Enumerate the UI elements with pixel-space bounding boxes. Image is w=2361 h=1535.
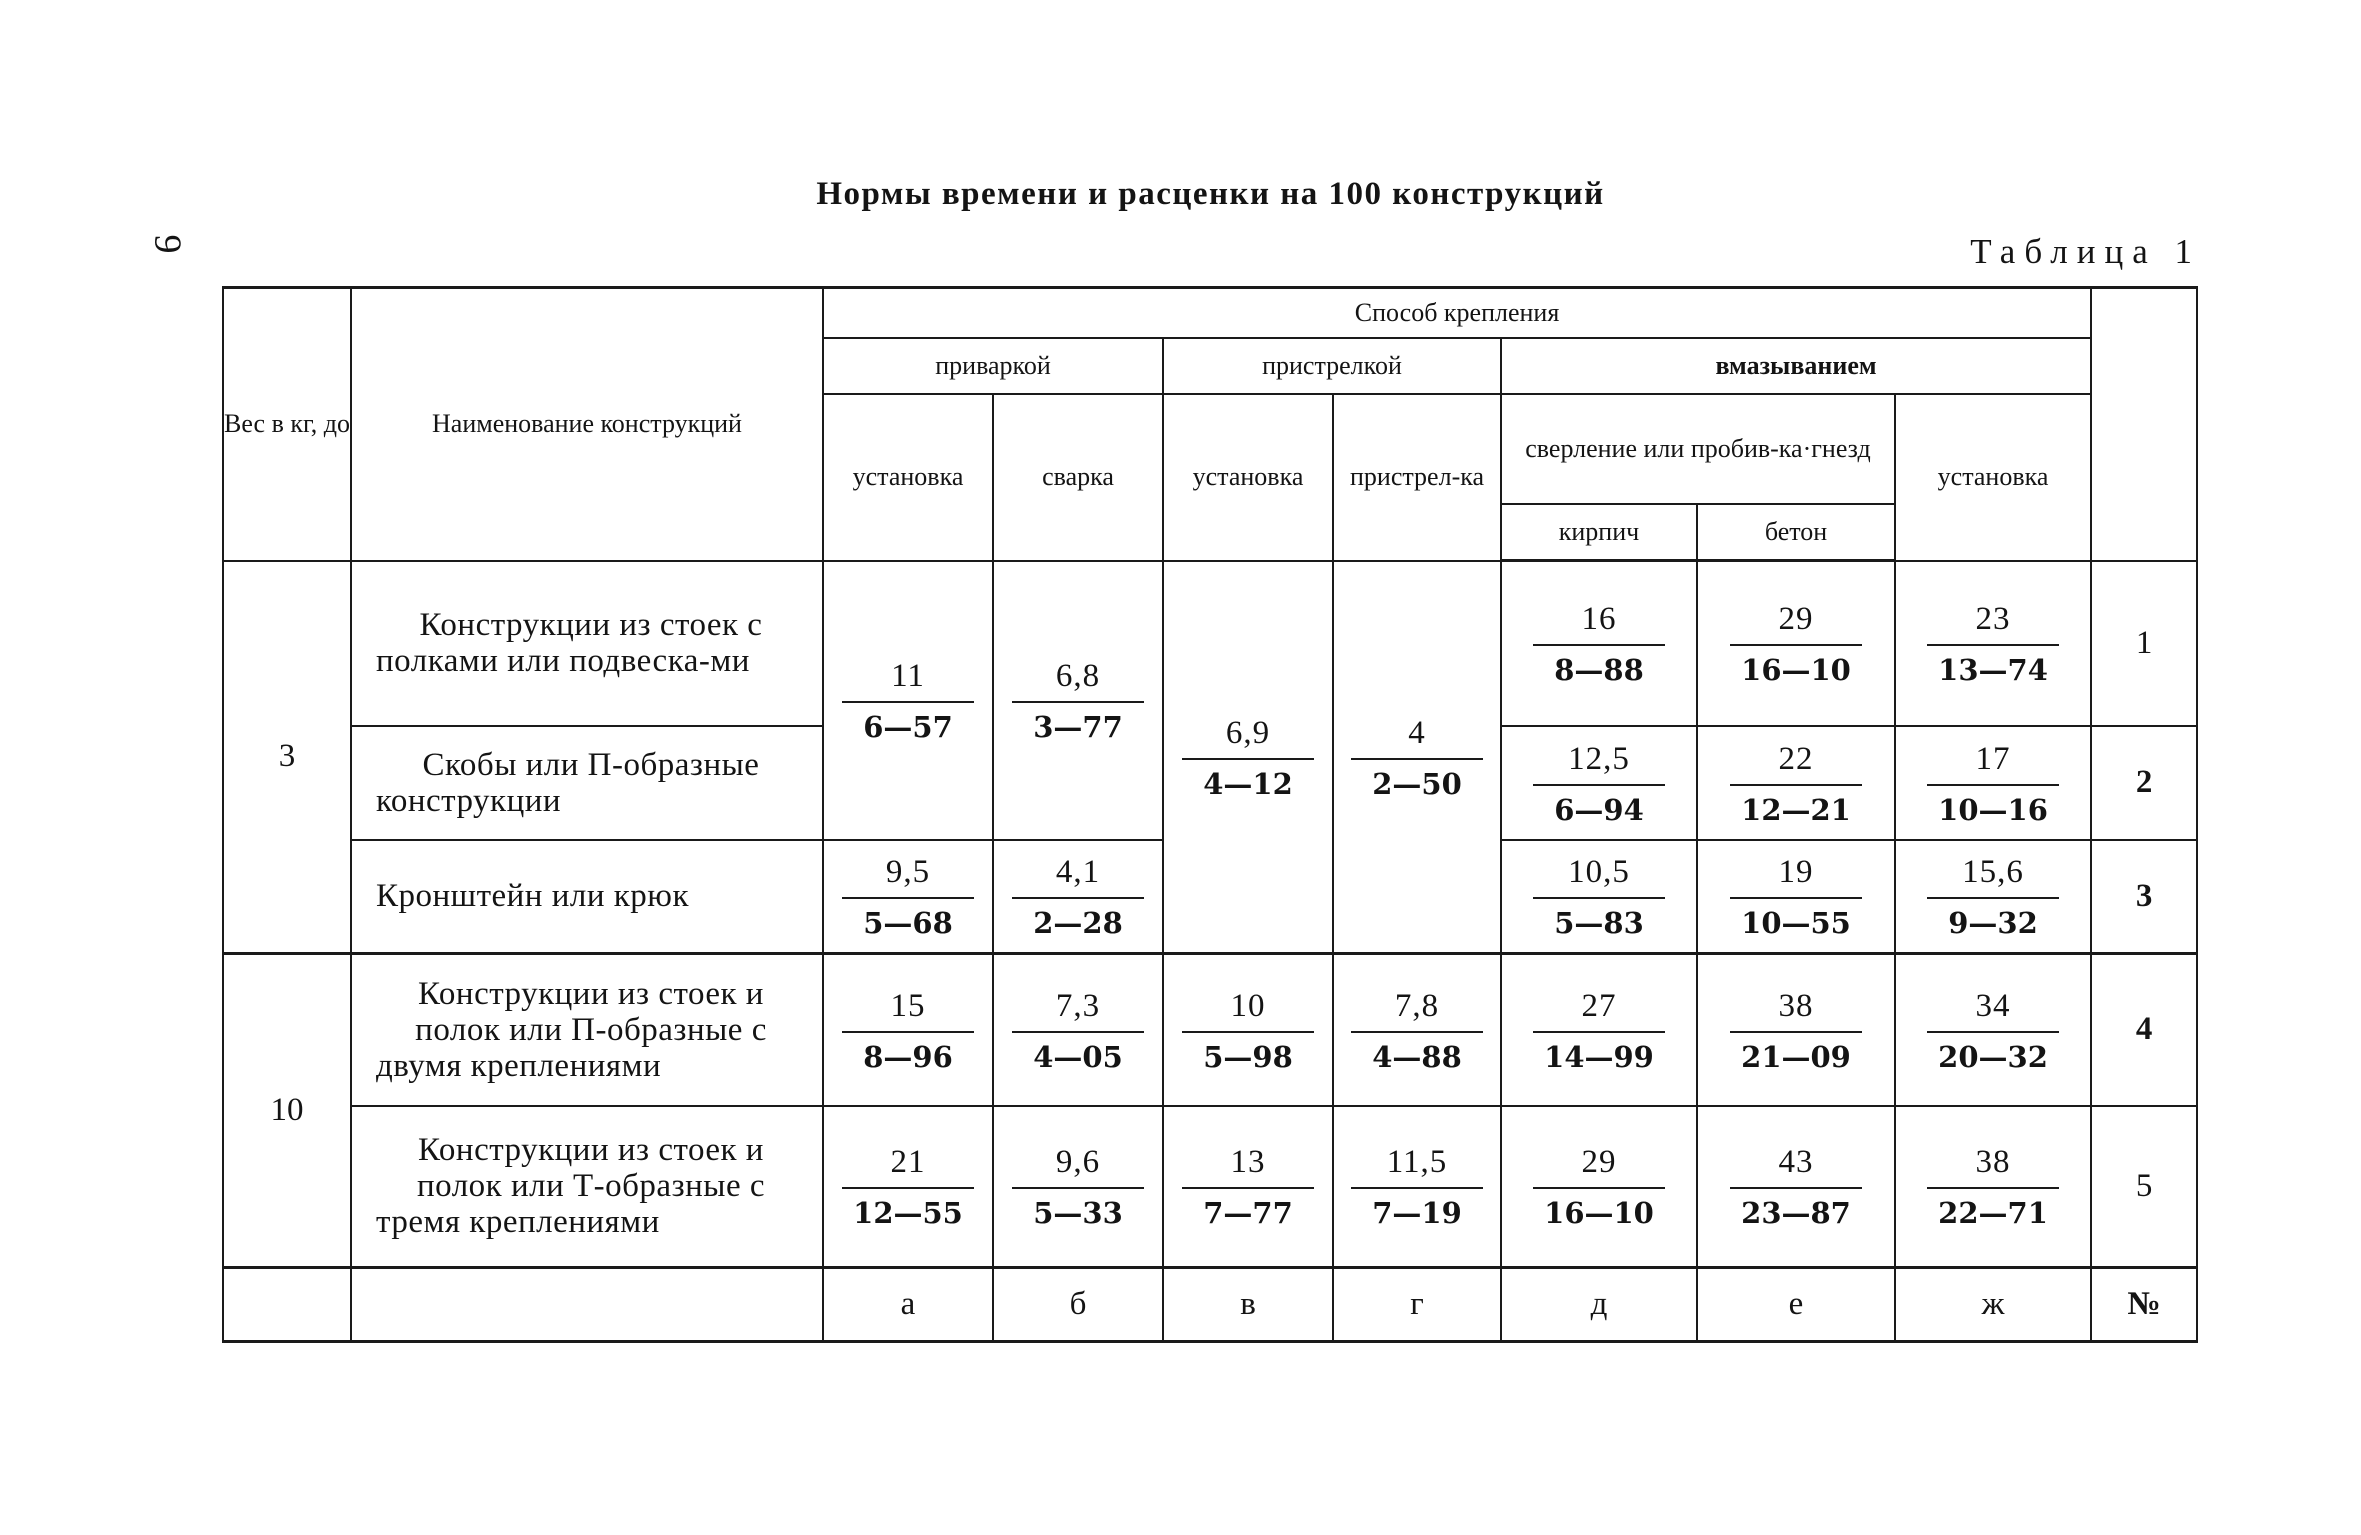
value-cell <box>823 1106 993 1268</box>
value-cell <box>1895 954 2091 1106</box>
value-cell <box>1895 1106 2091 1268</box>
header-method: Способ крепления <box>823 288 2091 339</box>
header-group-shooting: пристрелкой <box>1163 338 1501 394</box>
time-norm: 38 <box>1975 1144 2011 1181</box>
time-norm: 29 <box>1778 601 1814 638</box>
time-norm: 34 <box>1975 987 2011 1024</box>
time-norm: 38 <box>1778 987 1814 1024</box>
time-norm: 10,5 <box>1568 854 1630 891</box>
construction-name: Скобы или П-образные конструкции <box>351 726 823 840</box>
rate: 16—10 <box>1730 644 1862 685</box>
rate: 4—12 <box>1182 758 1314 799</box>
time-norm: 6,8 <box>1055 658 1101 694</box>
row-number: 2 <box>2091 726 2197 840</box>
time-norm: 19 <box>1778 854 1814 891</box>
value-cell <box>1895 726 2091 840</box>
rate: 8—96 <box>842 1031 974 1072</box>
rate: 12—21 <box>1730 784 1862 825</box>
rate: 3—77 <box>1012 701 1144 742</box>
construction-name: Конструкции из стоек с полками или подвеска-ми <box>351 561 823 726</box>
value-cell <box>1333 954 1501 1106</box>
footer-empty <box>351 1268 823 1342</box>
time-norm: 15 <box>890 987 926 1024</box>
time-norm: 23 <box>1975 601 2011 637</box>
rate: 9—32 <box>1927 897 2059 938</box>
column-number-sign: № <box>2091 1268 2197 1342</box>
time-norm: 7,3 <box>1055 987 1101 1024</box>
time-norm: 13 <box>1230 1144 1266 1181</box>
time-norm: 11 <box>891 658 925 694</box>
table-row <box>223 561 2197 726</box>
time-norm: 43 <box>1778 1144 1814 1181</box>
time-norm: 17 <box>1975 740 2011 777</box>
construction-name: Конструкции из стоек и полок или Т-образные с тремя креплениями <box>351 1106 823 1268</box>
rate: 12—55 <box>842 1187 974 1228</box>
value-cell <box>1697 840 1895 954</box>
rate: 13—74 <box>1927 644 2059 685</box>
column-letter: е <box>1697 1268 1895 1342</box>
norms-table <box>222 286 2198 1343</box>
time-norm: 22 <box>1778 740 1814 777</box>
value-cell <box>823 561 993 840</box>
value-cell <box>1163 561 1333 954</box>
header-sub-v: установка <box>1163 394 1333 561</box>
value-cell <box>1501 1106 1697 1268</box>
header-sub-b: сварка <box>993 394 1163 561</box>
value-cell <box>1333 561 1501 954</box>
time-norm: 6,9 <box>1225 714 1271 751</box>
time-norm: 21 <box>890 1144 926 1181</box>
rate: 22—71 <box>1927 1187 2059 1228</box>
column-letter: г <box>1333 1268 1501 1342</box>
rate: 5—98 <box>1182 1031 1314 1072</box>
time-norm: 4 <box>1408 714 1426 751</box>
row-number: 4 <box>2091 954 2197 1106</box>
header-sub-a: установка <box>823 394 993 561</box>
rate: 2—28 <box>1012 897 1144 938</box>
weight-cell: 3 <box>223 561 351 954</box>
value-cell <box>1333 1106 1501 1268</box>
column-letter: ж <box>1895 1268 2091 1342</box>
footer-letters-row <box>223 1268 2197 1342</box>
row-number: 3 <box>2091 840 2197 954</box>
time-norm: 15,6 <box>1962 854 2024 891</box>
value-cell <box>1895 561 2091 726</box>
value-cell <box>1697 561 1895 726</box>
header-name: Наименование конструкций <box>351 288 823 561</box>
rate: 4—88 <box>1351 1031 1483 1072</box>
rate: 8—88 <box>1533 644 1665 685</box>
rate: 16—10 <box>1533 1187 1665 1228</box>
value-cell <box>1697 954 1895 1106</box>
value-cell <box>1501 954 1697 1106</box>
table-row <box>223 1106 2197 1268</box>
footer-empty <box>223 1268 351 1342</box>
rate: 2—50 <box>1351 758 1483 799</box>
page-title: Нормы времени и расценки на 100 конструкций <box>816 176 1605 212</box>
rate: 6—57 <box>842 701 974 742</box>
rate: 5—33 <box>1012 1187 1144 1228</box>
time-norm: 4,1 <box>1055 854 1101 891</box>
column-letter: а <box>823 1268 993 1342</box>
value-cell <box>1895 840 2091 954</box>
value-cell <box>1697 726 1895 840</box>
time-norm: 9,5 <box>885 854 931 891</box>
table-row <box>223 954 2197 1106</box>
header-sub-zh: установка <box>1895 394 2091 561</box>
value-cell <box>1501 840 1697 954</box>
page-number: 9 <box>146 234 189 254</box>
time-norm: 16 <box>1581 601 1617 638</box>
time-norm: 11,5 <box>1386 1144 1448 1181</box>
value-cell <box>993 840 1163 954</box>
time-norm: 9,6 <box>1055 1144 1101 1181</box>
header-empty <box>2091 288 2197 561</box>
time-norm: 12,5 <box>1568 740 1630 777</box>
rate: 5—68 <box>842 897 974 938</box>
header-sub-e: бетон <box>1697 504 1895 561</box>
header-weight: Вес в кг, до <box>223 288 351 561</box>
construction-name: Конструкции из стоек и полок или П-образные с двумя креплениями <box>351 954 823 1106</box>
rate: 7—77 <box>1182 1187 1314 1228</box>
weight-cell: 10 <box>223 954 351 1268</box>
header-group-mortaring: вмазыванием <box>1501 338 2091 394</box>
time-norm: 29 <box>1581 1144 1617 1181</box>
value-cell <box>823 954 993 1106</box>
rate: 14—99 <box>1533 1031 1665 1072</box>
value-cell <box>993 561 1163 840</box>
column-letter: б <box>993 1268 1163 1342</box>
value-cell <box>1501 561 1697 726</box>
value-cell <box>1163 954 1333 1106</box>
value-cell <box>1697 1106 1895 1268</box>
row-number: 1 <box>2091 561 2197 726</box>
value-cell <box>1501 726 1697 840</box>
rate: 10—16 <box>1927 784 2059 825</box>
rate: 6—94 <box>1533 784 1665 825</box>
rate: 7—19 <box>1351 1187 1483 1228</box>
time-norm: 27 <box>1581 987 1617 1024</box>
header-sub-d: кирпич <box>1501 504 1697 561</box>
header-group-welding: приваркой <box>823 338 1163 394</box>
value-cell <box>993 1106 1163 1268</box>
time-norm: 7,8 <box>1394 987 1440 1024</box>
rate: 4—05 <box>1012 1031 1144 1072</box>
rate: 10—55 <box>1730 897 1862 938</box>
rate: 21—09 <box>1730 1031 1862 1072</box>
column-letter: в <box>1163 1268 1333 1342</box>
header-drilling: сверление или пробив-ка·гнезд <box>1501 394 1895 504</box>
value-cell <box>1163 1106 1333 1268</box>
value-cell <box>823 840 993 954</box>
rate: 23—87 <box>1730 1187 1862 1228</box>
column-letter: д <box>1501 1268 1697 1342</box>
row-number: 5 <box>2091 1106 2197 1268</box>
header-sub-g: пристрел-ка <box>1333 394 1501 561</box>
rate: 20—32 <box>1927 1031 2059 1072</box>
construction-name: Кронштейн или крюк <box>351 840 823 954</box>
time-norm: 10 <box>1230 987 1266 1024</box>
rate: 5—83 <box>1533 897 1665 938</box>
value-cell <box>993 954 1163 1106</box>
table-label: Таблица 1 <box>1970 232 2201 271</box>
